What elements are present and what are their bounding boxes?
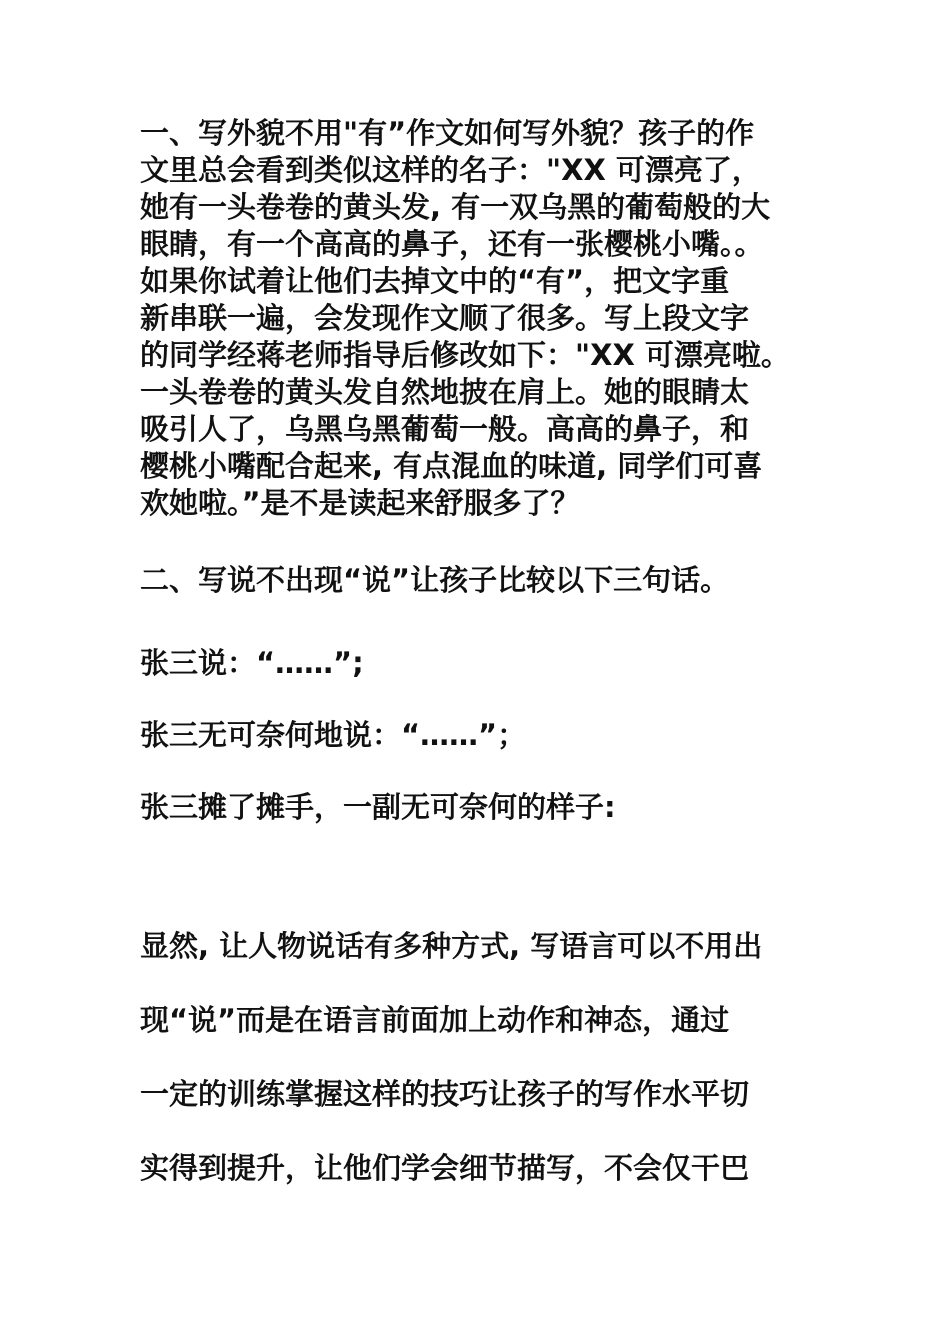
- section1-line: 一头卷卷的黄头发自然地披在肩上。她的眼睛太: [140, 375, 750, 409]
- section1-line: 的同学经蒋老师指导后修改如下："XX 可漂亮啦。: [140, 338, 790, 372]
- section1-line: 眼睛，有一个高高的鼻子，还有一张樱桃小嘴。。: [140, 227, 764, 261]
- conclusion-line: 一定的训练掌握这样的技巧让孩子的写作水平切: [140, 1077, 750, 1111]
- section2-heading: 二、写说不出现“说”让孩子比较以下三句话。: [140, 563, 730, 597]
- section1-paragraph: [140, 115, 820, 522]
- section1-line: 欢她啦。”是不是读起来舒服多了？: [140, 486, 580, 520]
- section1-line: 一、写外貌不用"有”作文如何写外貌？孩子的作: [140, 116, 755, 150]
- section1-line: 樱桃小嘴配合起来, 有点混血的味道, 同学们可喜: [140, 449, 763, 483]
- section1-line: 文里总会看到类似这样的名子："XX 可漂亮了，: [140, 153, 761, 187]
- conclusion-line: 现“说”而是在语言前面加上动作和神态，通过: [140, 1003, 730, 1037]
- section1-line: 吸引人了，乌黑乌黑葡萄一般。高高的鼻子，和: [140, 412, 750, 446]
- dialogue-example-2: 张三无可奈何地说：“……”；: [140, 718, 527, 752]
- dialogue-example-1: 张三说：“……”;: [140, 646, 364, 680]
- section1-line: 她有一头卷卷的黄头发, 有一双乌黑的葡萄般的大: [140, 190, 771, 224]
- section1-line: 如果你试着让他们去掉文中的“有”，把文字重: [140, 264, 730, 298]
- dialogue-example-3: 张三摊了摊手，一副无可奈何的样子:: [140, 790, 616, 824]
- section1-line: 新串联一遍，会发现作文顺了很多。写上段文字: [140, 301, 750, 335]
- conclusion-line: 实得到提升，让他们学会细节描写，不会仅干巴: [140, 1151, 750, 1185]
- conclusion-line: 显然, 让人物说话有多种方式, 写语言可以不用出: [140, 929, 763, 963]
